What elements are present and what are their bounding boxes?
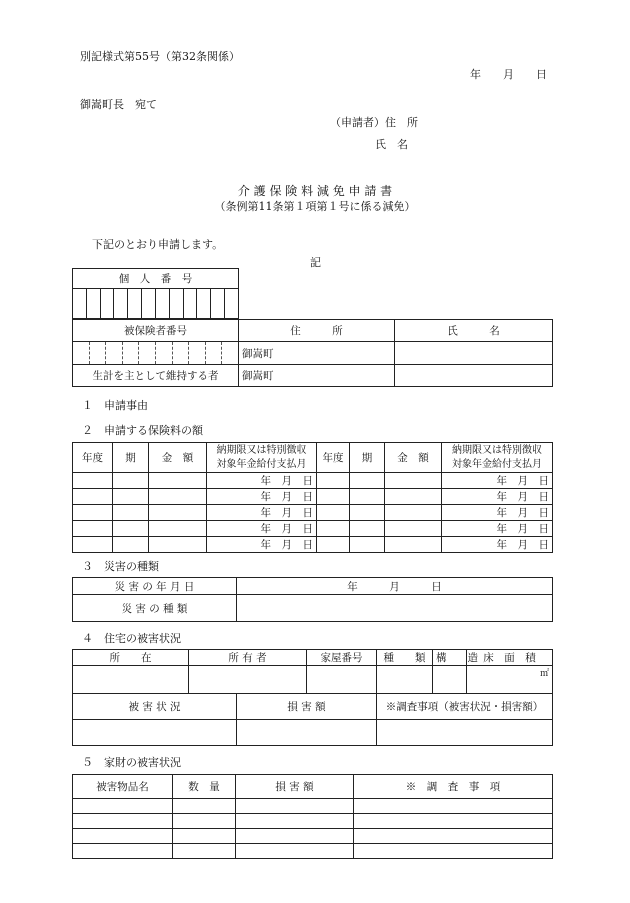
amount-header: 金 額 <box>149 443 207 473</box>
damage-status-header: 被 害 状 況 <box>73 694 237 720</box>
form-number: 別記様式第55号（第32条関係） <box>80 50 240 63</box>
cell[interactable] <box>317 473 350 489</box>
applicant-address-label: （申請者）住 所 <box>330 116 418 129</box>
damage-amount-cell[interactable] <box>237 720 377 746</box>
survey-header: ※ 調 査 事 項 <box>354 775 553 799</box>
cell[interactable] <box>350 489 385 505</box>
insured-name[interactable] <box>395 342 553 365</box>
cell[interactable] <box>113 537 149 553</box>
cell[interactable] <box>350 537 385 553</box>
cell[interactable] <box>73 799 173 814</box>
personal-number-label: 個 人 番 号 <box>73 269 239 289</box>
survey-note-header: ※調査事項（被害状況・損害額） <box>377 694 553 720</box>
disaster-date-value[interactable]: 年 月 日 <box>237 578 553 595</box>
location-cell[interactable] <box>73 666 189 694</box>
house-number-header: 家屋番号 <box>307 650 377 666</box>
cell[interactable] <box>173 814 236 829</box>
cell[interactable] <box>354 799 553 814</box>
cell[interactable] <box>236 844 354 859</box>
ymd-cell[interactable]: 年 月 日 <box>207 537 317 553</box>
disaster-type-value[interactable] <box>237 595 553 622</box>
cell[interactable] <box>350 473 385 489</box>
ki-mark: 記 <box>310 256 321 269</box>
disaster-date-label: 災 害 の 年 月 日 <box>73 578 237 595</box>
kind-header: 種 類 <box>377 650 433 666</box>
survey-note-cell[interactable] <box>377 720 553 746</box>
cell[interactable] <box>354 814 553 829</box>
ymd-cell[interactable]: 年 月 日 <box>207 505 317 521</box>
cell[interactable] <box>113 505 149 521</box>
ymd-cell[interactable]: 年 月 日 <box>207 521 317 537</box>
ymd-cell[interactable]: 年 月 日 <box>442 537 553 553</box>
cell[interactable] <box>173 799 236 814</box>
section-5-heading: ５ 家財の被害状況 <box>82 756 181 769</box>
cell[interactable] <box>73 473 113 489</box>
deadline-header: 納期限又は特別徴収 対象年金給付支払月 <box>207 443 317 473</box>
digit-box[interactable] <box>183 289 197 319</box>
intro-text: 下記のとおり申請します。 <box>92 238 224 251</box>
section-1-heading: １ 申請事由 <box>82 399 148 412</box>
amount-header: 金 額 <box>385 443 442 473</box>
cell[interactable] <box>73 537 113 553</box>
cell[interactable] <box>385 537 442 553</box>
cell[interactable] <box>385 521 442 537</box>
floor-area-header: 床 面 積 <box>467 650 553 666</box>
damage-status-cell[interactable] <box>73 720 237 746</box>
digit-box[interactable] <box>73 289 87 319</box>
section-3-heading: ３ 災害の種類 <box>82 560 159 573</box>
addressee: 御嵩町長 宛て <box>80 98 157 111</box>
insured-number-label: 被保険者番号 <box>73 320 239 342</box>
digit-box[interactable] <box>142 289 156 319</box>
cell[interactable] <box>73 489 113 505</box>
ymd-cell[interactable]: 年 月 日 <box>442 473 553 489</box>
digit-box[interactable] <box>225 289 239 319</box>
year-header: 年度 <box>317 443 350 473</box>
housing-table <box>72 649 553 746</box>
supporter-label: 生計を主として維持する者 <box>73 365 239 387</box>
cell[interactable] <box>317 521 350 537</box>
cell[interactable] <box>317 537 350 553</box>
cell[interactable] <box>317 505 350 521</box>
floor-area-cell[interactable]: ㎡ <box>467 666 553 694</box>
cell[interactable] <box>113 521 149 537</box>
digit-box[interactable] <box>128 289 142 319</box>
section-4-heading: ４ 住宅の被害状況 <box>82 632 181 645</box>
year-header: 年度 <box>73 443 113 473</box>
period-header: 期 <box>113 443 149 473</box>
cell[interactable] <box>385 489 442 505</box>
cell[interactable] <box>149 505 207 521</box>
goods-table <box>72 774 553 859</box>
cell[interactable] <box>354 829 553 844</box>
name-header: 氏 名 <box>395 320 553 342</box>
kind-cell[interactable] <box>377 666 433 694</box>
insured-address[interactable]: 御嵩町 <box>239 342 395 365</box>
owner-header: 所 有 者 <box>189 650 307 666</box>
personal-number-table <box>72 268 239 319</box>
cell[interactable] <box>236 799 354 814</box>
ymd-cell[interactable]: 年 月 日 <box>207 489 317 505</box>
cell[interactable] <box>73 844 173 859</box>
form-title: 介 護 保 険 料 減 免 申 請 書 <box>237 184 393 198</box>
cell[interactable] <box>149 473 207 489</box>
deadline-header: 納期限又は特別徴収 対象年金給付支払月 <box>442 443 553 473</box>
cell[interactable] <box>113 489 149 505</box>
period-header: 期 <box>350 443 385 473</box>
loss-amount-header: 損 害 額 <box>236 775 354 799</box>
digit-box[interactable] <box>114 289 128 319</box>
ymd-cell[interactable]: 年 月 日 <box>442 489 553 505</box>
supporter-name[interactable] <box>395 365 553 387</box>
disaster-table <box>72 577 553 622</box>
ymd-cell[interactable]: 年 月 日 <box>442 505 553 521</box>
section-2-heading: ２ 申請する保険料の額 <box>82 424 203 437</box>
damage-amount-header: 損 害 額 <box>237 694 377 720</box>
address-header: 住 所 <box>239 320 395 342</box>
cell[interactable] <box>149 537 207 553</box>
insured-info-table <box>72 319 553 387</box>
structure-header: 構 造 <box>433 650 467 666</box>
cell[interactable] <box>73 814 173 829</box>
cell[interactable] <box>173 829 236 844</box>
cell[interactable] <box>73 829 173 844</box>
cell[interactable] <box>173 844 236 859</box>
form-subtitle: （条例第11条第１項第１号に係る減免） <box>214 200 416 213</box>
cell[interactable] <box>236 814 354 829</box>
cell[interactable] <box>350 521 385 537</box>
disaster-type-label: 災 害 の 種 類 <box>73 595 237 622</box>
digit-box[interactable] <box>169 289 183 319</box>
cell[interactable] <box>354 844 553 859</box>
premium-table <box>72 442 553 553</box>
quantity-header: 数 量 <box>173 775 236 799</box>
cell[interactable] <box>113 473 149 489</box>
supporter-address[interactable]: 御嵩町 <box>239 365 395 387</box>
digit-box[interactable] <box>100 289 114 319</box>
digit-box[interactable] <box>211 289 225 319</box>
structure-cell[interactable] <box>433 666 467 694</box>
ymd-cell[interactable]: 年 月 日 <box>442 521 553 537</box>
house-number-cell[interactable] <box>307 666 377 694</box>
cell[interactable] <box>73 521 113 537</box>
cell[interactable] <box>350 505 385 521</box>
owner-cell[interactable] <box>189 666 307 694</box>
cell[interactable] <box>236 829 354 844</box>
digit-box[interactable] <box>197 289 211 319</box>
ymd-cell[interactable]: 年 月 日 <box>207 473 317 489</box>
cell[interactable] <box>149 521 207 537</box>
item-name-header: 被害物品名 <box>73 775 173 799</box>
applicant-name-label: 氏 名 <box>375 138 408 151</box>
cell[interactable] <box>73 505 113 521</box>
cell[interactable] <box>385 473 442 489</box>
digit-box[interactable] <box>86 289 100 319</box>
date-line: 年 月 日 <box>470 68 547 81</box>
insured-number-input[interactable] <box>73 342 239 365</box>
cell[interactable] <box>385 505 442 521</box>
cell[interactable] <box>317 489 350 505</box>
digit-box[interactable] <box>155 289 169 319</box>
location-header: 所 在 <box>73 650 189 666</box>
cell[interactable] <box>149 489 207 505</box>
